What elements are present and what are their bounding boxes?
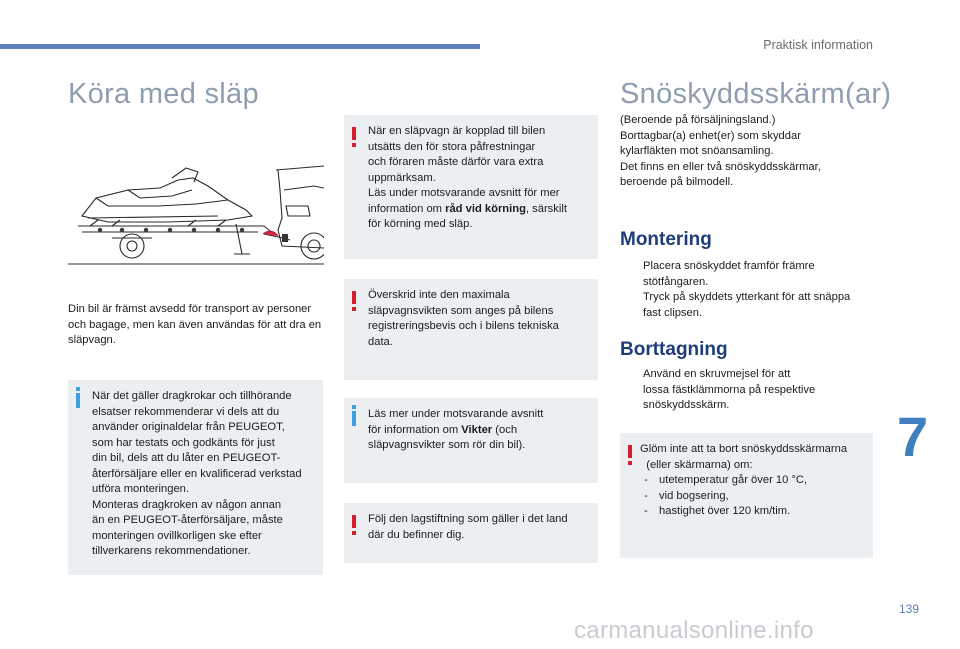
info-box-weights-text: Läs mer under motsvarande avsnitt för information om Vikter (och släpvagnsvikter som rör din bil). [368,408,544,451]
page-title-towing: Köra med släp [68,78,259,110]
snow-screen-intro: (Beroende på försäljningsland.) Borttagbar(a) enhet(er) som skyddar kylarfläkten mot snöansamling. Det finns en eller två snöskyddsskärmar, beroende på bilmodell. [620,114,821,188]
info-box-towbar-text: När det gäller dragkrokar och tillhörande elsatser rekommenderar vi dels att du använder originaldelar från PEUGEOT, som har testats och godkänts för just din bil, dels att du låter en PEUGEOT- återförsäljare eller en kvalificerad verkstad utföra monteringen. Monteras dragkroken av någon annan än en PEUGEOT-återförsäljare, måste monteringen ovillkorligen ske efter tillverkarens rekommendationer. [92,390,302,557]
section-label: Praktisk information [763,38,873,52]
watermark: carmanualsonline.info [574,617,814,644]
towing-intro-text: Din bil är främst avsedd för transport av personer och bagage, men kan även användas för att dra en släpvagn. [68,303,322,346]
warning-box-max-weight-text: Överskrid inte den maximala släpvagnsvikten som anges på bilens registreringsbevis och i bilens tekniska data. [368,289,559,348]
warning-box-trailer-stress [344,115,598,259]
warning-box-trailer-stress-text: När en släpvagn är kopplad till bilen utsätts den för stora påfrestningar och föraren måste därför vara extra uppmärksam. Läs under motsvarande avsnitt för mer information om råd vid körning, särskilt för körning med släp. [368,125,567,230]
chapter-number: 7 [897,405,929,468]
info-icon [76,393,80,408]
list-item: Placera snöskyddet framför främre stötfångaren. [643,260,815,288]
warning-icon [352,291,356,304]
info-box-weights [344,398,598,483]
header-accent-bar [0,44,480,49]
list-item: - utetemperatur går över 10 °C, [644,474,808,486]
link-driving-advice: råd vid körning [445,202,526,215]
trailer-jetski-illustration [68,160,324,266]
info-box-towbar [68,380,323,575]
page-number: 139 [899,602,920,616]
warning-box-legislation [344,503,598,563]
montering-list [620,259,876,321]
link-weights: Vikter [461,423,493,436]
page-title-snow-screen: Snöskyddsskärm(ar) [620,78,892,110]
warning-box-legislation-text: Följ den lagstiftning som gäller i det land där du befinner dig. [368,513,568,541]
warning-box-remove-screens-text: Glöm inte att ta bort snöskyddsskärmarna (eller skärmarna) om: - utetemperatur går över 10 °C, - vid bogsering, - hastighet över 120 km/tim. [640,443,848,517]
warning-box-remove-screens [620,433,873,558]
borttagning-list [620,367,876,414]
warning-icon [628,445,632,458]
info-icon [352,411,356,426]
list-item: Använd en skruvmejsel för att lossa fästklämmorna på respektive snöskyddsskärm. [643,368,816,411]
list-item: Tryck på skyddets ytterkant för att snäppa fast clipsen. [643,291,851,319]
list-item: - vid bogsering, [644,489,729,502]
heading-borttagning: Borttagning [620,339,728,360]
heading-montering: Montering [620,229,712,250]
warning-box-max-weight [344,279,598,380]
warning-icon [352,515,356,528]
warning-icon [352,127,356,140]
list-item: - hastighet över 120 km/tim. [644,505,791,517]
